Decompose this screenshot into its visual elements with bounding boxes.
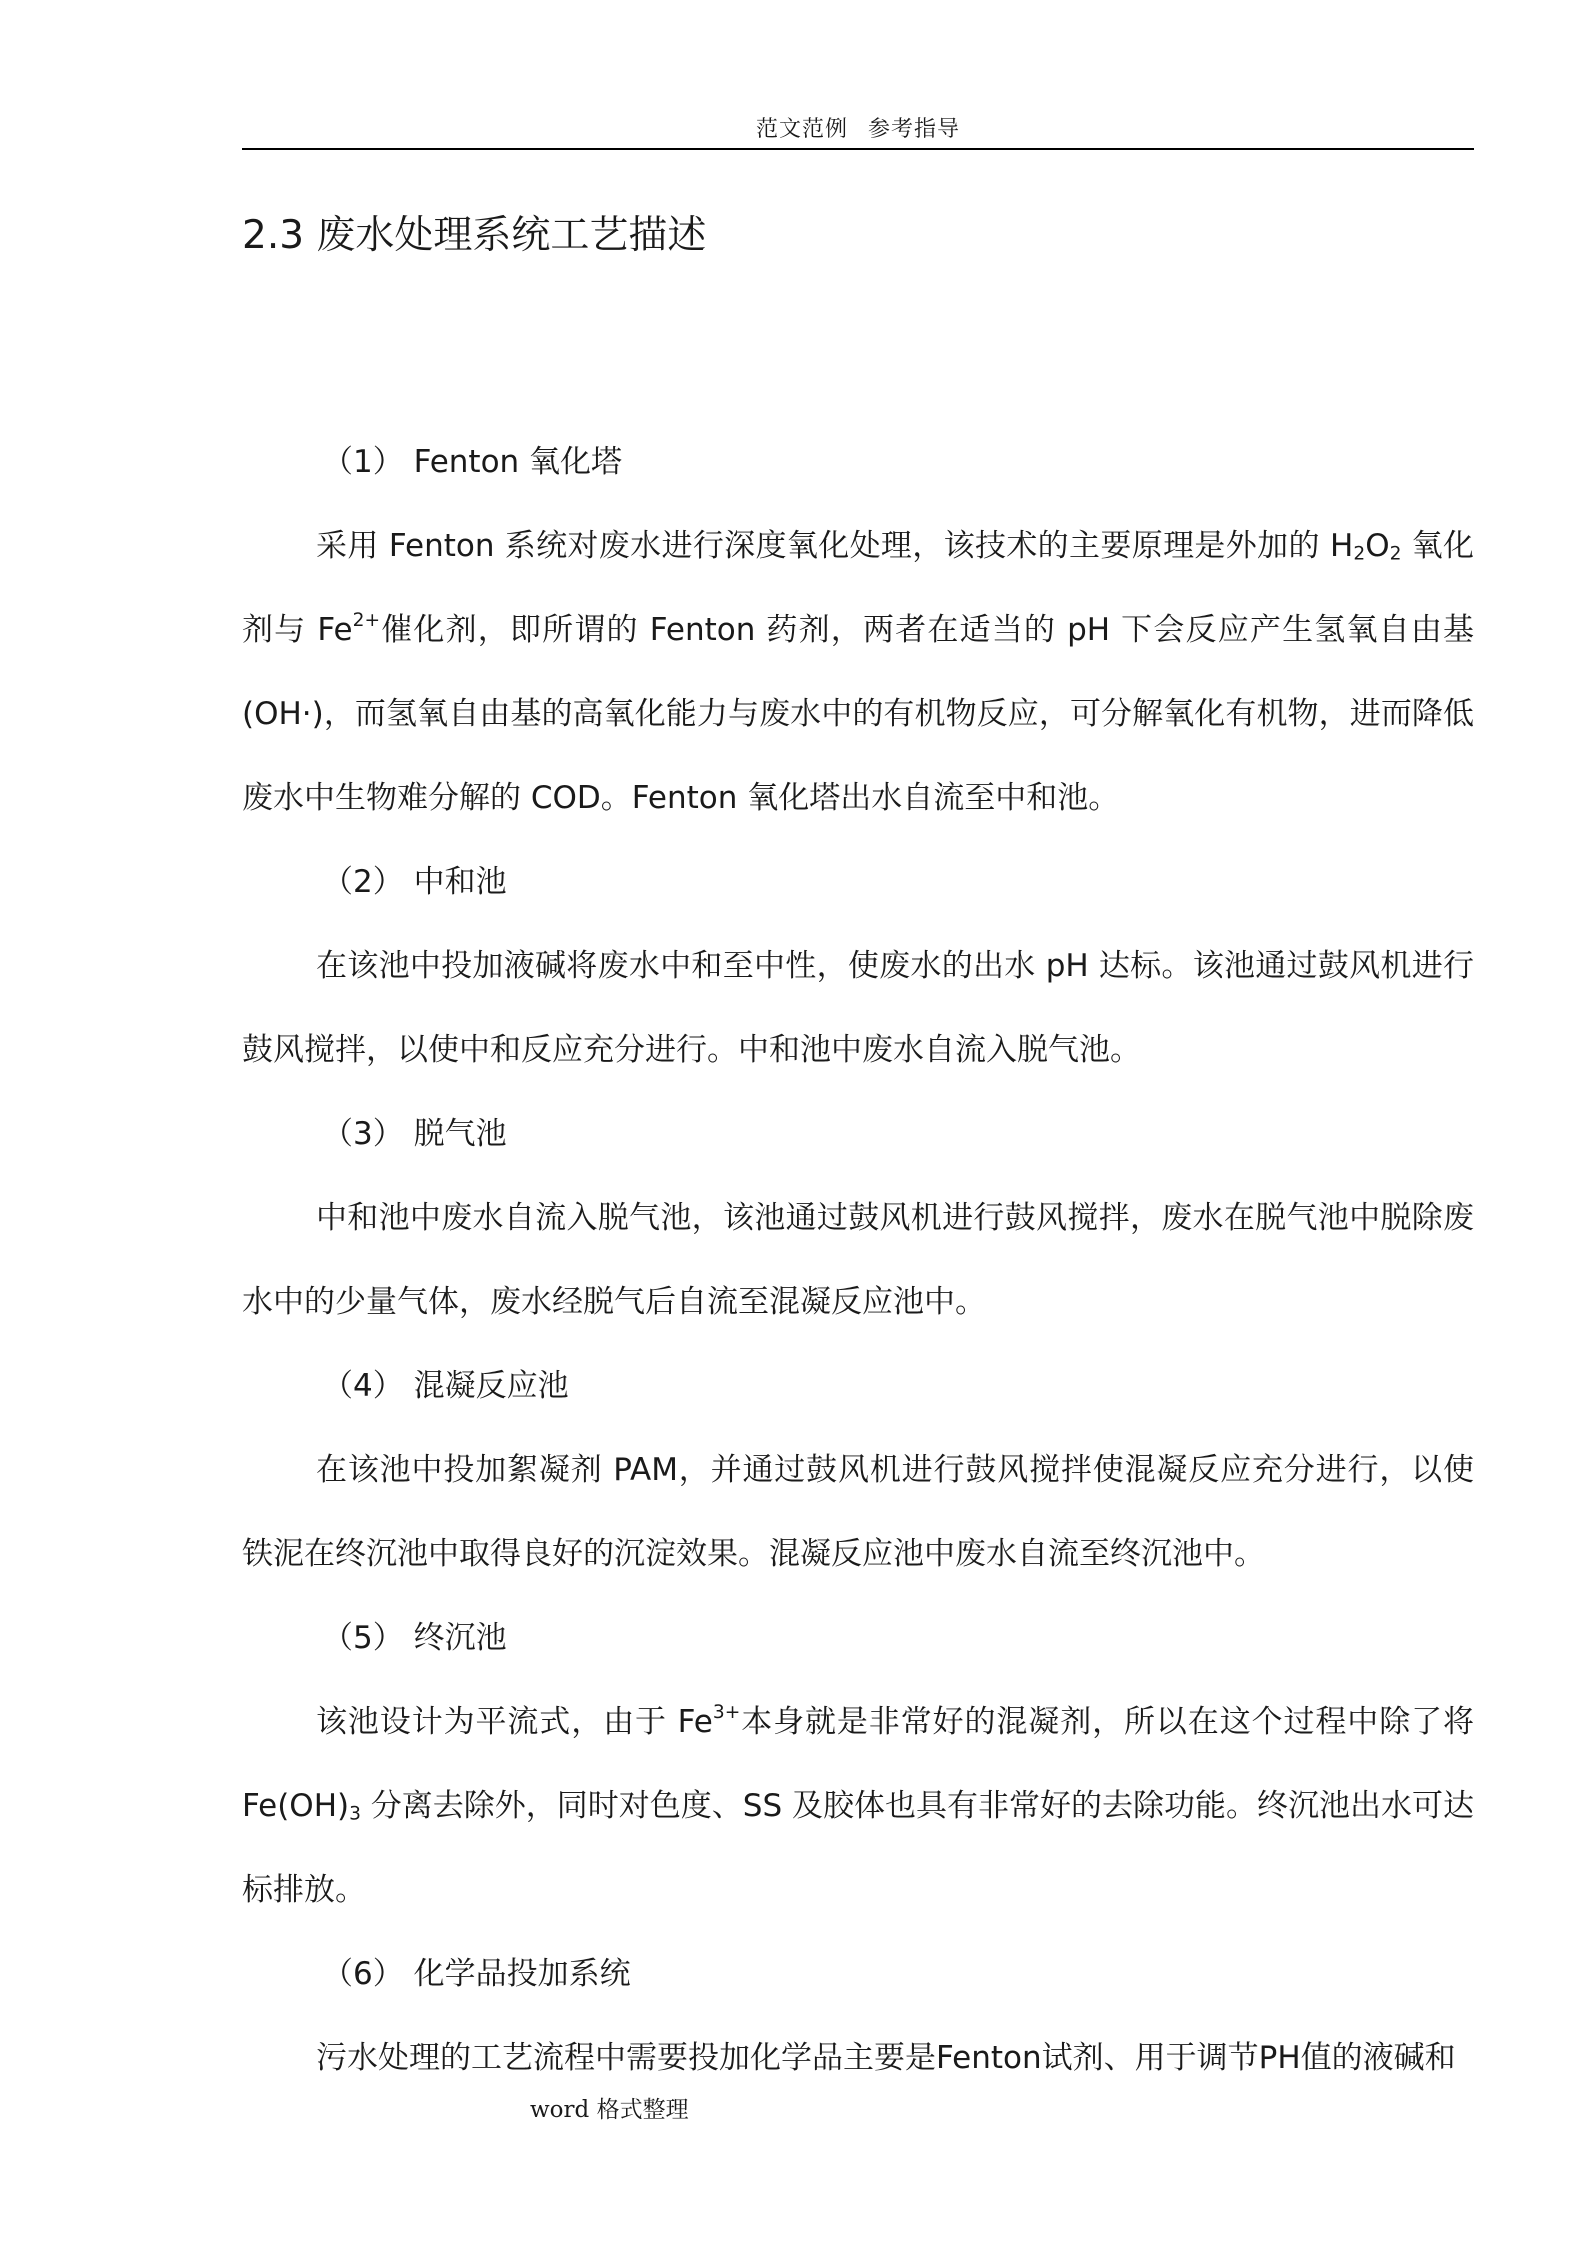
subsection-heading-2: （2） 中和池: [322, 864, 507, 900]
paragraph-fenton: 采用 Fenton 系统对废水进行深度氧化处理，该技术的主要原理是外加的 $H_2O_2$ 氧化剂与 $Fe^{2+}$催化剂，即所谓的 Fenton 药剂，两者在适当的 pH 下会反应产生氢氧自由基(OH·)，而氢氧自由基的高氧化能力与废水中的有机物反应，可分解氧化有机物，进而降低废水中生物难分解的 COD。Fenton 氧化塔出水自流至中和池。: [242, 528, 1475, 816]
paragraph-final-settling: 该池设计为平流式，由于 $Fe^{3+}$本身就是非常好的混凝剂，所以在这个过程中除了将 $Fe(OH)_3$ 分离去除外，同时对色度、SS 及胶体也具有非常好的去除功能。终沉池出水可达标排放。: [242, 1702, 1475, 1908]
page-footer: word 格式整理: [530, 2097, 689, 2123]
paragraph-chemical-dosing: 污水处理的工艺流程中需要投加化学品主要是Fenton试剂、用于调节PH值的液碱和: [316, 2040, 1456, 2076]
subsection-heading-5: （5） 终沉池: [322, 1620, 507, 1656]
page-header: [242, 112, 1474, 150]
paragraph-neutralization: 在该池中投加液碱将废水中和至中性，使废水的出水 pH 达标。该池通过鼓风机进行鼓风搅拌，以使中和反应充分进行。中和池中废水自流入脱气池。: [242, 948, 1474, 1068]
document-body: [242, 420, 1474, 2100]
header-left-text: 范文范例: [755, 117, 848, 142]
subsection-heading-6: （6） 化学品投加系统: [322, 1956, 631, 1992]
header-right-text: 参考指导: [868, 117, 961, 142]
paragraph-degassing: 中和池中废水自流入脱气池，该池通过鼓风机进行鼓风搅拌，废水在脱气池中脱除废水中的少量气体，废水经脱气后自流至混凝反应池中。: [242, 1200, 1474, 1320]
paragraph-coagulation: 在该池中投加絮凝剂 PAM，并通过鼓风机进行鼓风搅拌使混凝反应充分进行，以使铁泥在终沉池中取得良好的沉淀效果。混凝反应池中废水自流至终沉池中。: [242, 1452, 1474, 1572]
subsection-heading-1: （1） Fenton 氧化塔: [322, 444, 623, 480]
section-title: 2.3 废水处理系统工艺描述: [242, 213, 707, 258]
subsection-heading-3: （3） 脱气池: [322, 1116, 507, 1152]
subsection-heading-4: （4） 混凝反应池: [322, 1368, 569, 1404]
